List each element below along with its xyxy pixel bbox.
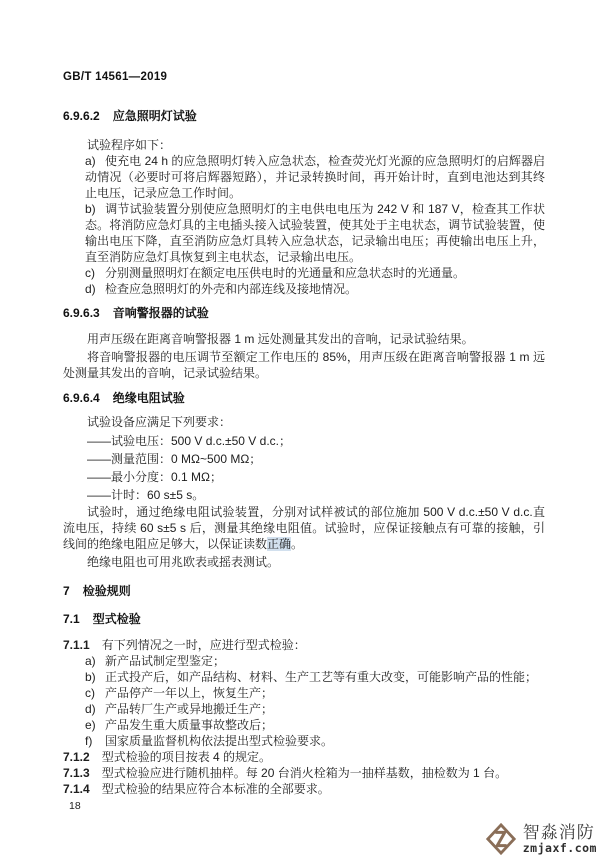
- list-item-marker: a): [85, 654, 96, 668]
- section-number: 6.9.6.2: [63, 109, 100, 123]
- paragraph: 试验设备应满足下列要求：: [87, 415, 232, 429]
- list-item-marker: c): [85, 686, 95, 700]
- chapter-heading-7: [63, 583, 545, 599]
- section-title: 应急照明灯试验: [112, 109, 197, 123]
- paragraph: [63, 504, 545, 552]
- clause-text: 有下列情况之一时，应进行型式检验：: [101, 638, 306, 652]
- dash-text: 最小分度：0.1 MΩ；: [111, 470, 222, 484]
- list-item-text: 国家质量监督机构依法提出型式检验要求。: [105, 734, 334, 748]
- list-item-marker: b): [85, 670, 96, 684]
- clause-text: 型式检验的结果应符合本标准的全部要求。: [101, 782, 330, 796]
- procedure-list: [63, 153, 545, 297]
- list-item-marker: e): [85, 718, 96, 732]
- clause-number: 7.1.3: [63, 766, 90, 780]
- list-item: [63, 265, 545, 281]
- list-item: [63, 281, 545, 297]
- dash-item: [63, 432, 545, 450]
- section-number: 7.1: [63, 612, 80, 626]
- clause-number: 7.1.1: [63, 638, 90, 652]
- list-item-text: 产品发生重大质量事故整改后；: [105, 718, 274, 732]
- section-title: 音响警报器的试验: [112, 306, 209, 320]
- paragraph: 用声压级在距离音响警报器 1 m 远处测量其发出的音响，记录试验结果。: [87, 332, 474, 346]
- type-inspection-list: [63, 653, 545, 749]
- highlighted-text: 正确: [267, 537, 292, 551]
- list-item: [63, 669, 545, 685]
- list-item-marker: f): [85, 734, 93, 748]
- clause-text: 型式检验的项目按表 4 的规定。: [101, 750, 272, 764]
- clause-text: 型式检验应进行随机抽样。每 20 台消火栓箱为一抽样基数，抽检数为 1 台。: [101, 766, 508, 780]
- list-item: [63, 653, 545, 669]
- clause-713: [63, 765, 545, 781]
- list-item: [63, 701, 545, 717]
- paragraph-text: 。: [291, 537, 304, 551]
- dash-prefix: ——: [87, 470, 111, 484]
- section-heading-6962: [63, 108, 545, 124]
- list-item-marker: a): [85, 154, 96, 168]
- list-item-text: 新产品试制定型鉴定；: [105, 654, 226, 668]
- clause-712: [63, 749, 545, 765]
- clause-711: [63, 637, 545, 653]
- paragraph: 将音响警报器的电压调节至额定工作电压的 85%，用声压级在距离音响警报器 1 m 远处测量其发出的音响，记录试验结果。: [63, 350, 545, 380]
- watermark-text: [523, 824, 597, 854]
- list-item-marker: c): [85, 266, 95, 280]
- dash-prefix: ——: [87, 434, 111, 448]
- list-item-text: 调节试验装置分别使应急照明灯的主电供电电压为 242 V 和 187 V，检查其工作状态。将消防应急灯具的主电插头接入试验装置，使其处于主电状态，调节试验装置，使输出电压下降，直至消防应急灯具转入应急状态，记录输出电压；再使输出电压上升，直至消防应急灯具恢复到主电状态，记录输出电压。: [85, 202, 545, 264]
- section-heading-6964: [63, 390, 545, 406]
- list-item-marker: b): [85, 202, 96, 216]
- list-item-text: 使充电 24 h 的应急照明灯转入应急状态，检查荧光灯光源的应急照明灯的启辉器启动情况（必要时可将启辉器短路），并记录转换时间，再开始计时，直到电池达到其终止电压，记录应急工作时间。: [85, 154, 545, 200]
- dash-text: 计时：60 s±5 s。: [111, 488, 205, 502]
- watermark-logo-icon: [485, 822, 517, 856]
- standard-number-header: GB/T 14561—2019: [63, 71, 168, 83]
- section-title: 检验规则: [82, 584, 131, 598]
- clause-number: 7.1.4: [63, 782, 90, 796]
- list-item: [63, 733, 545, 749]
- list-item-text: 分别测量照明灯在额定电压供电时的光通量和应急状态时的光通量。: [105, 266, 466, 280]
- paragraph-text: 试验时，通过绝缘电阻试验装置，分别对试样被试的部位施加 500 V d.c.±50 V d.c.直流电压，持续 60 s±5 s 后，测量其绝缘电阻值。试验时，应保证接触点有可靠的接触，引线间的绝缘电阻应足够大，以保证读数: [63, 505, 545, 551]
- dash-text: 测量范围：0 MΩ~500 MΩ；: [111, 452, 262, 466]
- paragraph: 绝缘电阻也可用兆欧表或摇表测试。: [87, 555, 280, 569]
- list-item-text: 正式投产后，如产品结构、材料、生产工艺等有重大改变，可能影响产品的性能；: [105, 670, 538, 684]
- list-item: [63, 201, 545, 265]
- clause-number: 7.1.2: [63, 750, 90, 764]
- watermark: [485, 822, 597, 856]
- list-item-text: 产品停产一年以上，恢复生产；: [105, 686, 274, 700]
- section-number: 6.9.6.4: [63, 391, 100, 405]
- dash-prefix: ——: [87, 452, 111, 466]
- section-number: 7: [63, 584, 70, 598]
- section-heading-6963: [63, 305, 545, 321]
- watermark-site: zmjaxf.com: [522, 840, 597, 855]
- list-item-marker: d): [85, 282, 96, 296]
- section-heading-71: [63, 611, 545, 627]
- dash-text: 试验电压：500 V d.c.±50 V d.c.；: [111, 434, 291, 448]
- intro-paragraph: 试验程序如下：: [87, 138, 172, 152]
- dash-prefix: ——: [87, 488, 111, 502]
- dash-item: [63, 468, 545, 486]
- list-item-text: 产品转厂生产或异地搬迁生产；: [105, 702, 274, 716]
- watermark-brand: 智淼消防: [522, 823, 595, 843]
- list-item-text: 检查应急照明灯的外壳和内部连线及接地情况。: [105, 282, 358, 296]
- list-item-marker: d): [85, 702, 96, 716]
- section-number: 6.9.6.3: [63, 306, 100, 320]
- dash-item: [63, 486, 545, 504]
- page-number: 18: [69, 800, 81, 812]
- dash-item: [63, 450, 545, 468]
- list-item: [63, 717, 545, 733]
- list-item: [63, 685, 545, 701]
- list-item: [63, 153, 545, 201]
- clause-714: [63, 781, 545, 797]
- section-title: 绝缘电阻试验: [112, 391, 185, 405]
- section-title: 型式检验: [92, 612, 141, 626]
